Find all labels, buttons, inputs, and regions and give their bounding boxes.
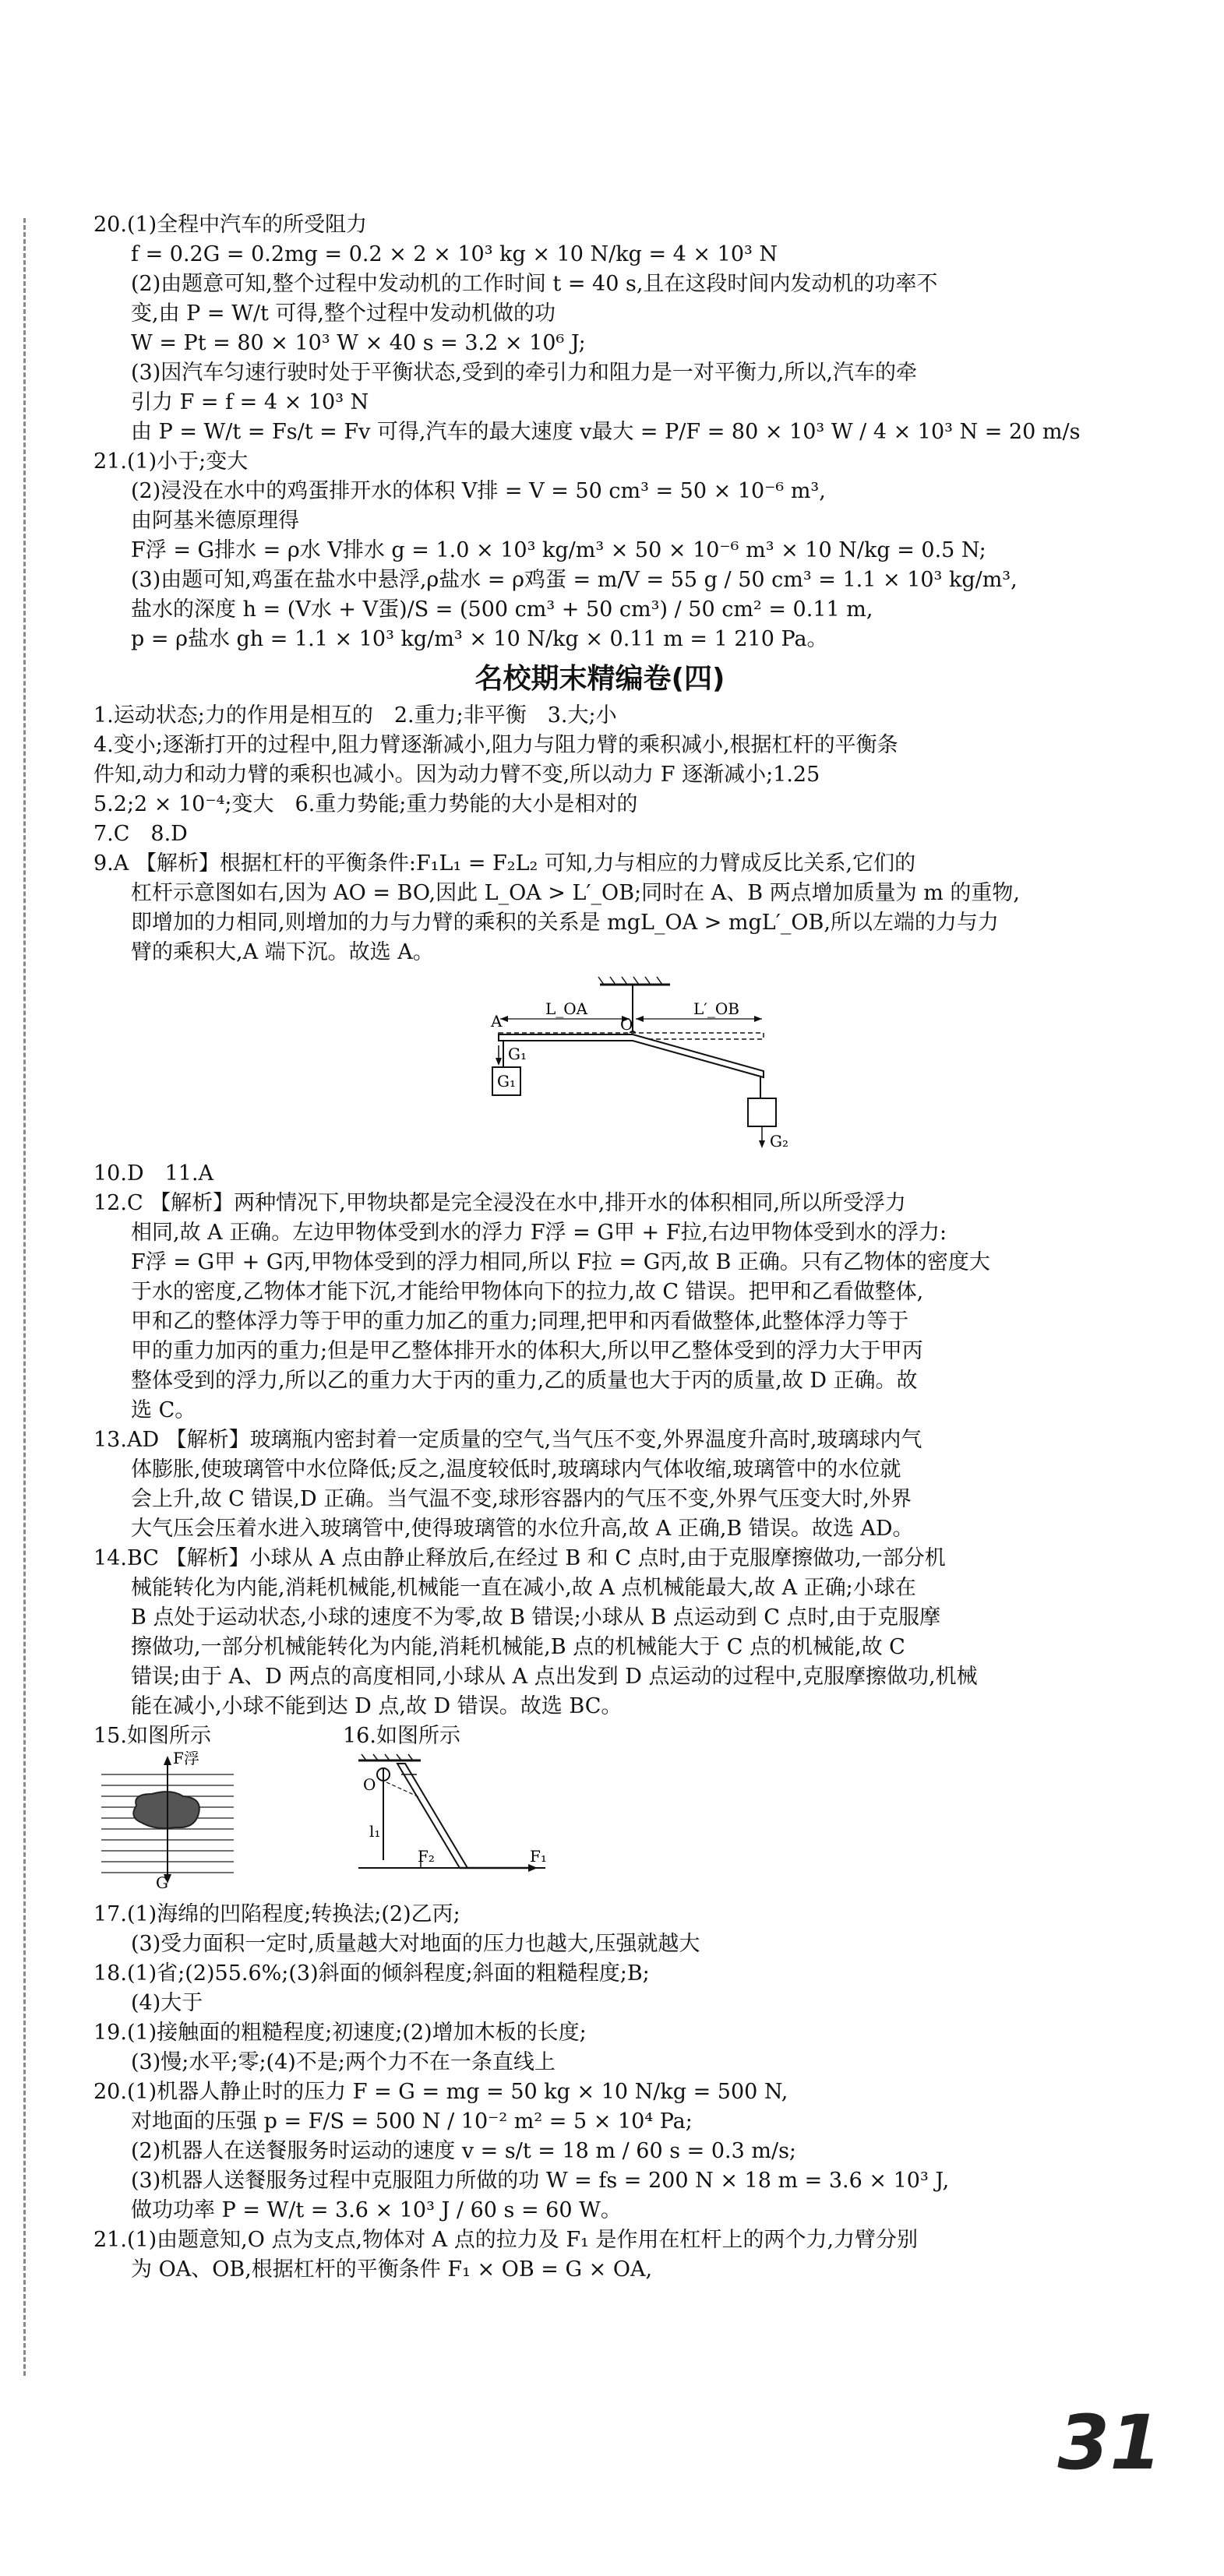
page-number: 31 (1057, 2399, 1162, 2486)
answer-line: 4.变小;逐渐打开的过程中,阻力臂逐渐减小,阻力与阻力臂的乘积减小,根据杠杆的平衡条 (93, 733, 898, 757)
answer-line: 10.D 11.A (93, 1161, 214, 1186)
answer-line: (4)大于 (131, 1991, 203, 2015)
answer-line: 14.BC 【解析】小球从 A 点由静止释放后,在经过 B 和 C 点时,由于克服摩擦做功,一部分机 (93, 1546, 946, 1570)
answer-line: 引力 F = f = 4 × 10³ N (131, 390, 369, 414)
answer-line: 1.运动状态;力的作用是相互的 2.重力;非平衡 3.大;小 (93, 703, 617, 728)
answer-line: 盐水的深度 h = (V水 + V蛋)/S = (500 cm³ + 50 cm³) / 50 cm² = 0.11 m, (131, 597, 873, 622)
figure-15 (93, 1721, 249, 1900)
answer-line: 相同,故 A 正确。左边甲物体受到水的浮力 F浮 = G甲 + F拉,右边甲物体受到水的浮力: (131, 1221, 947, 1245)
label-L-OB: L′_OB (693, 999, 739, 1018)
answer-line: 做功功率 P = W/t = 3.6 × 10³ J / 60 s = 60 W。 (131, 2198, 622, 2222)
answer-line: (2)浸没在水中的鸡蛋排开水的体积 V排 = V = 50 cm³ = 50 × 10⁻⁶ m³, (131, 479, 826, 503)
answers-exam-4-part3 (93, 1900, 1106, 2285)
answer-line: 械能转化为内能,消耗机械能,机械能一直在减小,故 A 点机械能最大,故 A 正确;小球在 (131, 1576, 916, 1600)
answer-line: 于水的密度,乙物体才能下沉,才能给甲物体向下的拉力,故 C 错误。把甲和乙看做整体, (131, 1280, 924, 1304)
figures-15-16 (93, 1721, 1106, 1900)
answer-line: 错误;由于 A、D 两点的高度相同,小球从 A 点出发到 D 点运动的过程中,克服摩擦做功,机械 (131, 1665, 978, 1689)
answer-line: 变,由 P = W/t 可得,整个过程中发动机做的功 (131, 301, 556, 326)
label-G1: G₁ (508, 1045, 527, 1063)
answer-line: 由阿基米德原理得 (131, 509, 299, 533)
label-F-float: F浮 (173, 1751, 199, 1767)
answer-line: 件知,动力和动力臂的乘积也减小。因为动力臂不变,所以动力 F 逐渐减小;1.25 (93, 763, 820, 787)
buoyancy-diagram (93, 1751, 249, 1891)
answer-line: 对地面的压强 p = F/S = 500 N / 10⁻² m² = 5 × 10⁴ Pa; (131, 2109, 693, 2134)
answer-line: 12.C 【解析】两种情况下,甲物块都是完全浸没在水中,排开水的体积相同,所以所受浮力 (93, 1191, 906, 1215)
answer-line: (3)由题可知,鸡蛋在盐水中悬浮,ρ盐水 = ρ鸡蛋 = m/V = 55 g / 50 cm³ = 1.1 × 10³ kg/m³, (131, 568, 1018, 592)
answer-line: (2)由题意可知,整个过程中发动机的工作时间 t = 40 s,且在这段时间内发动机的功率不 (131, 272, 938, 296)
answers-exam-4-part1 (93, 701, 1106, 967)
label-G1-box: G₁ (497, 1072, 516, 1091)
answer-line: (3)因汽车匀速行驶时处于平衡状态,受到的牵引力和阻力是一对平衡力,所以,汽车的牵 (131, 361, 917, 385)
answer-line: 19.(1)接触面的粗糙程度;初速度;(2)增加木板的长度; (93, 2021, 587, 2045)
answer-line: 整体受到的浮力,所以乙的重力大于丙的重力,乙的质量也大于丙的质量,故 D 正确。故 (131, 1369, 918, 1393)
answer-line: 体膨胀,使玻璃管中水位降低;反之,温度较低时,玻璃球内气体收缩,玻璃管中的水位就 (131, 1457, 901, 1482)
label-G-weight: G (156, 1873, 168, 1891)
answer-line: 擦做功,一部分机械能转化为内能,消耗机械能,B 点的机械能大于 C 点的机械能,故 C (131, 1635, 905, 1659)
answer-line: 臂的乘积大,A 端下沉。故选 A。 (131, 940, 434, 964)
answer-line: 为 OA、OB,根据杠杆的平衡条件 F₁ × OB = G × OA, (131, 2257, 653, 2282)
answer-line: 9.A 【解析】根据杠杆的平衡条件:F₁L₁ = F₂L₂ 可知,力与相应的力臂成反比关系,它们的 (93, 851, 916, 876)
figure-16 (343, 1721, 577, 1900)
label-F1: F₁ (530, 1847, 547, 1866)
answer-line: (2)机器人在送餐服务时运动的速度 v = s/t = 18 m / 60 s = 0.3 m/s; (131, 2139, 797, 2163)
label-F2: F₂ (418, 1847, 435, 1866)
fig15-caption: 15.如图所示 (93, 1724, 211, 1748)
answer-line: (3)慢;水平;零;(4)不是;两个力不在一条直线上 (131, 2050, 556, 2074)
binding-margin-line (23, 218, 26, 2376)
answer-line: 由 P = W/t = Fs/t = Fv 可得,汽车的最大速度 v最大 = P/F = 80 × 10³ W / 4 × 10³ N = 20 m/s (131, 420, 1081, 444)
answer-line: 21.(1)小于;变大 (93, 449, 249, 474)
answer-line: W = Pt = 80 × 10³ W × 40 s = 3.2 × 10⁶ J; (131, 331, 586, 355)
label-O: O (620, 1015, 633, 1034)
answer-line: 甲的重力加丙的重力;但是甲乙整体排开水的体积大,所以甲乙整体受到的浮力大于甲丙 (131, 1339, 923, 1363)
answer-line: F浮 = G甲 + G丙,甲物体受到的浮力相同,所以 F拉 = G丙,故 B 正确。只有乙物体的密度大 (131, 1250, 990, 1274)
answer-line: 选 C。 (131, 1398, 196, 1422)
answer-line: 17.(1)海绵的凹陷程度;转换法;(2)乙丙; (93, 1902, 460, 1926)
answer-line: B 点处于运动状态,小球的速度不为零,故 B 错误;小球从 B 点运动到 C 点时,由于克服摩 (131, 1605, 941, 1630)
crane-lever-diagram (343, 1751, 577, 1891)
label-O-pivot: O (363, 1775, 376, 1794)
answer-line: 大气压会压着水进入玻璃管中,使得玻璃管的水位升高,故 A 正确,B 错误。故选 AD。 (131, 1517, 914, 1541)
answer-line: 即增加的力相同,则增加的力与力臂的乘积的关系是 mgL_OA > mgL′_OB,所以左端的力与力 (131, 911, 999, 935)
answer-line: 5.2;2 × 10⁻⁴;变大 6.重力势能;重力势能的大小是相对的 (93, 792, 638, 816)
answer-line: 20.(1)机器人静止时的压力 F = G = mg = 50 kg × 10 N/kg = 500 N, (93, 2080, 788, 2104)
answers-previous-exam (93, 210, 1106, 654)
answer-line: 能在减小,小球不能到达 D 点,故 D 错误。故选 BC。 (131, 1694, 623, 1718)
answer-line: (3)机器人送餐服务过程中克服阻力所做的功 W = fs = 200 N × 18 m = 3.6 × 10³ J, (131, 2169, 950, 2193)
answer-line: F浮 = G排水 = ρ水 V排水 g = 1.0 × 10³ kg/m³ × 50 × 10⁻⁶ m³ × 10 N/kg = 0.5 N; (131, 538, 986, 562)
answer-line: 21.(1)由题意知,O 点为支点,物体对 A 点的拉力及 F₁ 是作用在杠杆上的两个力,力臂分别 (93, 2228, 919, 2252)
answer-line: 7.C 8.D (93, 822, 188, 846)
answer-line: 20.(1)全程中汽车的所受阻力 (93, 213, 368, 237)
answer-line: 18.(1)省;(2)55.6%;(3)斜面的倾斜程度;斜面的粗糙程度;B; (93, 1961, 650, 1986)
fig16-caption: 16.如图所示 (343, 1724, 460, 1748)
answers-exam-4-part2 (93, 1159, 1106, 1721)
label-G2: G₂ (770, 1132, 788, 1151)
answer-line: p = ρ盐水 gh = 1.1 × 10³ kg/m³ × 10 N/kg × 0.11 m = 1 210 Pa。 (131, 627, 828, 651)
label-L-OA: L_OA (545, 999, 588, 1018)
lever-diagram (467, 974, 795, 1153)
section-title: 名校期末精编卷(四) (474, 663, 725, 695)
answer-line: 甲和乙的整体浮力等于甲的重力加乙的重力;同理,把甲和丙看做整体,此整体浮力等于 (131, 1309, 909, 1334)
answer-line: 杠杆示意图如右,因为 AO = BO,因此 L_OA > L′_OB;同时在 A、B 两点增加质量为 m 的重物, (131, 881, 1020, 905)
answer-content (93, 210, 1106, 2285)
answer-line: (3)受力面积一定时,质量越大对地面的压力也越大,压强就越大 (131, 1932, 700, 1956)
answer-line: f = 0.2G = 0.2mg = 0.2 × 2 × 10³ kg × 10 N/kg = 4 × 10³ N (131, 242, 778, 266)
answer-line: 13.AD 【解析】玻璃瓶内密封着一定质量的空气,当气压不变,外界温度升高时,玻璃球内气 (93, 1428, 922, 1452)
label-l1: l₁ (369, 1822, 381, 1841)
answer-line: 会上升,故 C 错误,D 正确。当气温不变,球形容器内的气压不变,外界气压变大时,外界 (131, 1487, 912, 1511)
label-A: A (491, 1012, 503, 1031)
